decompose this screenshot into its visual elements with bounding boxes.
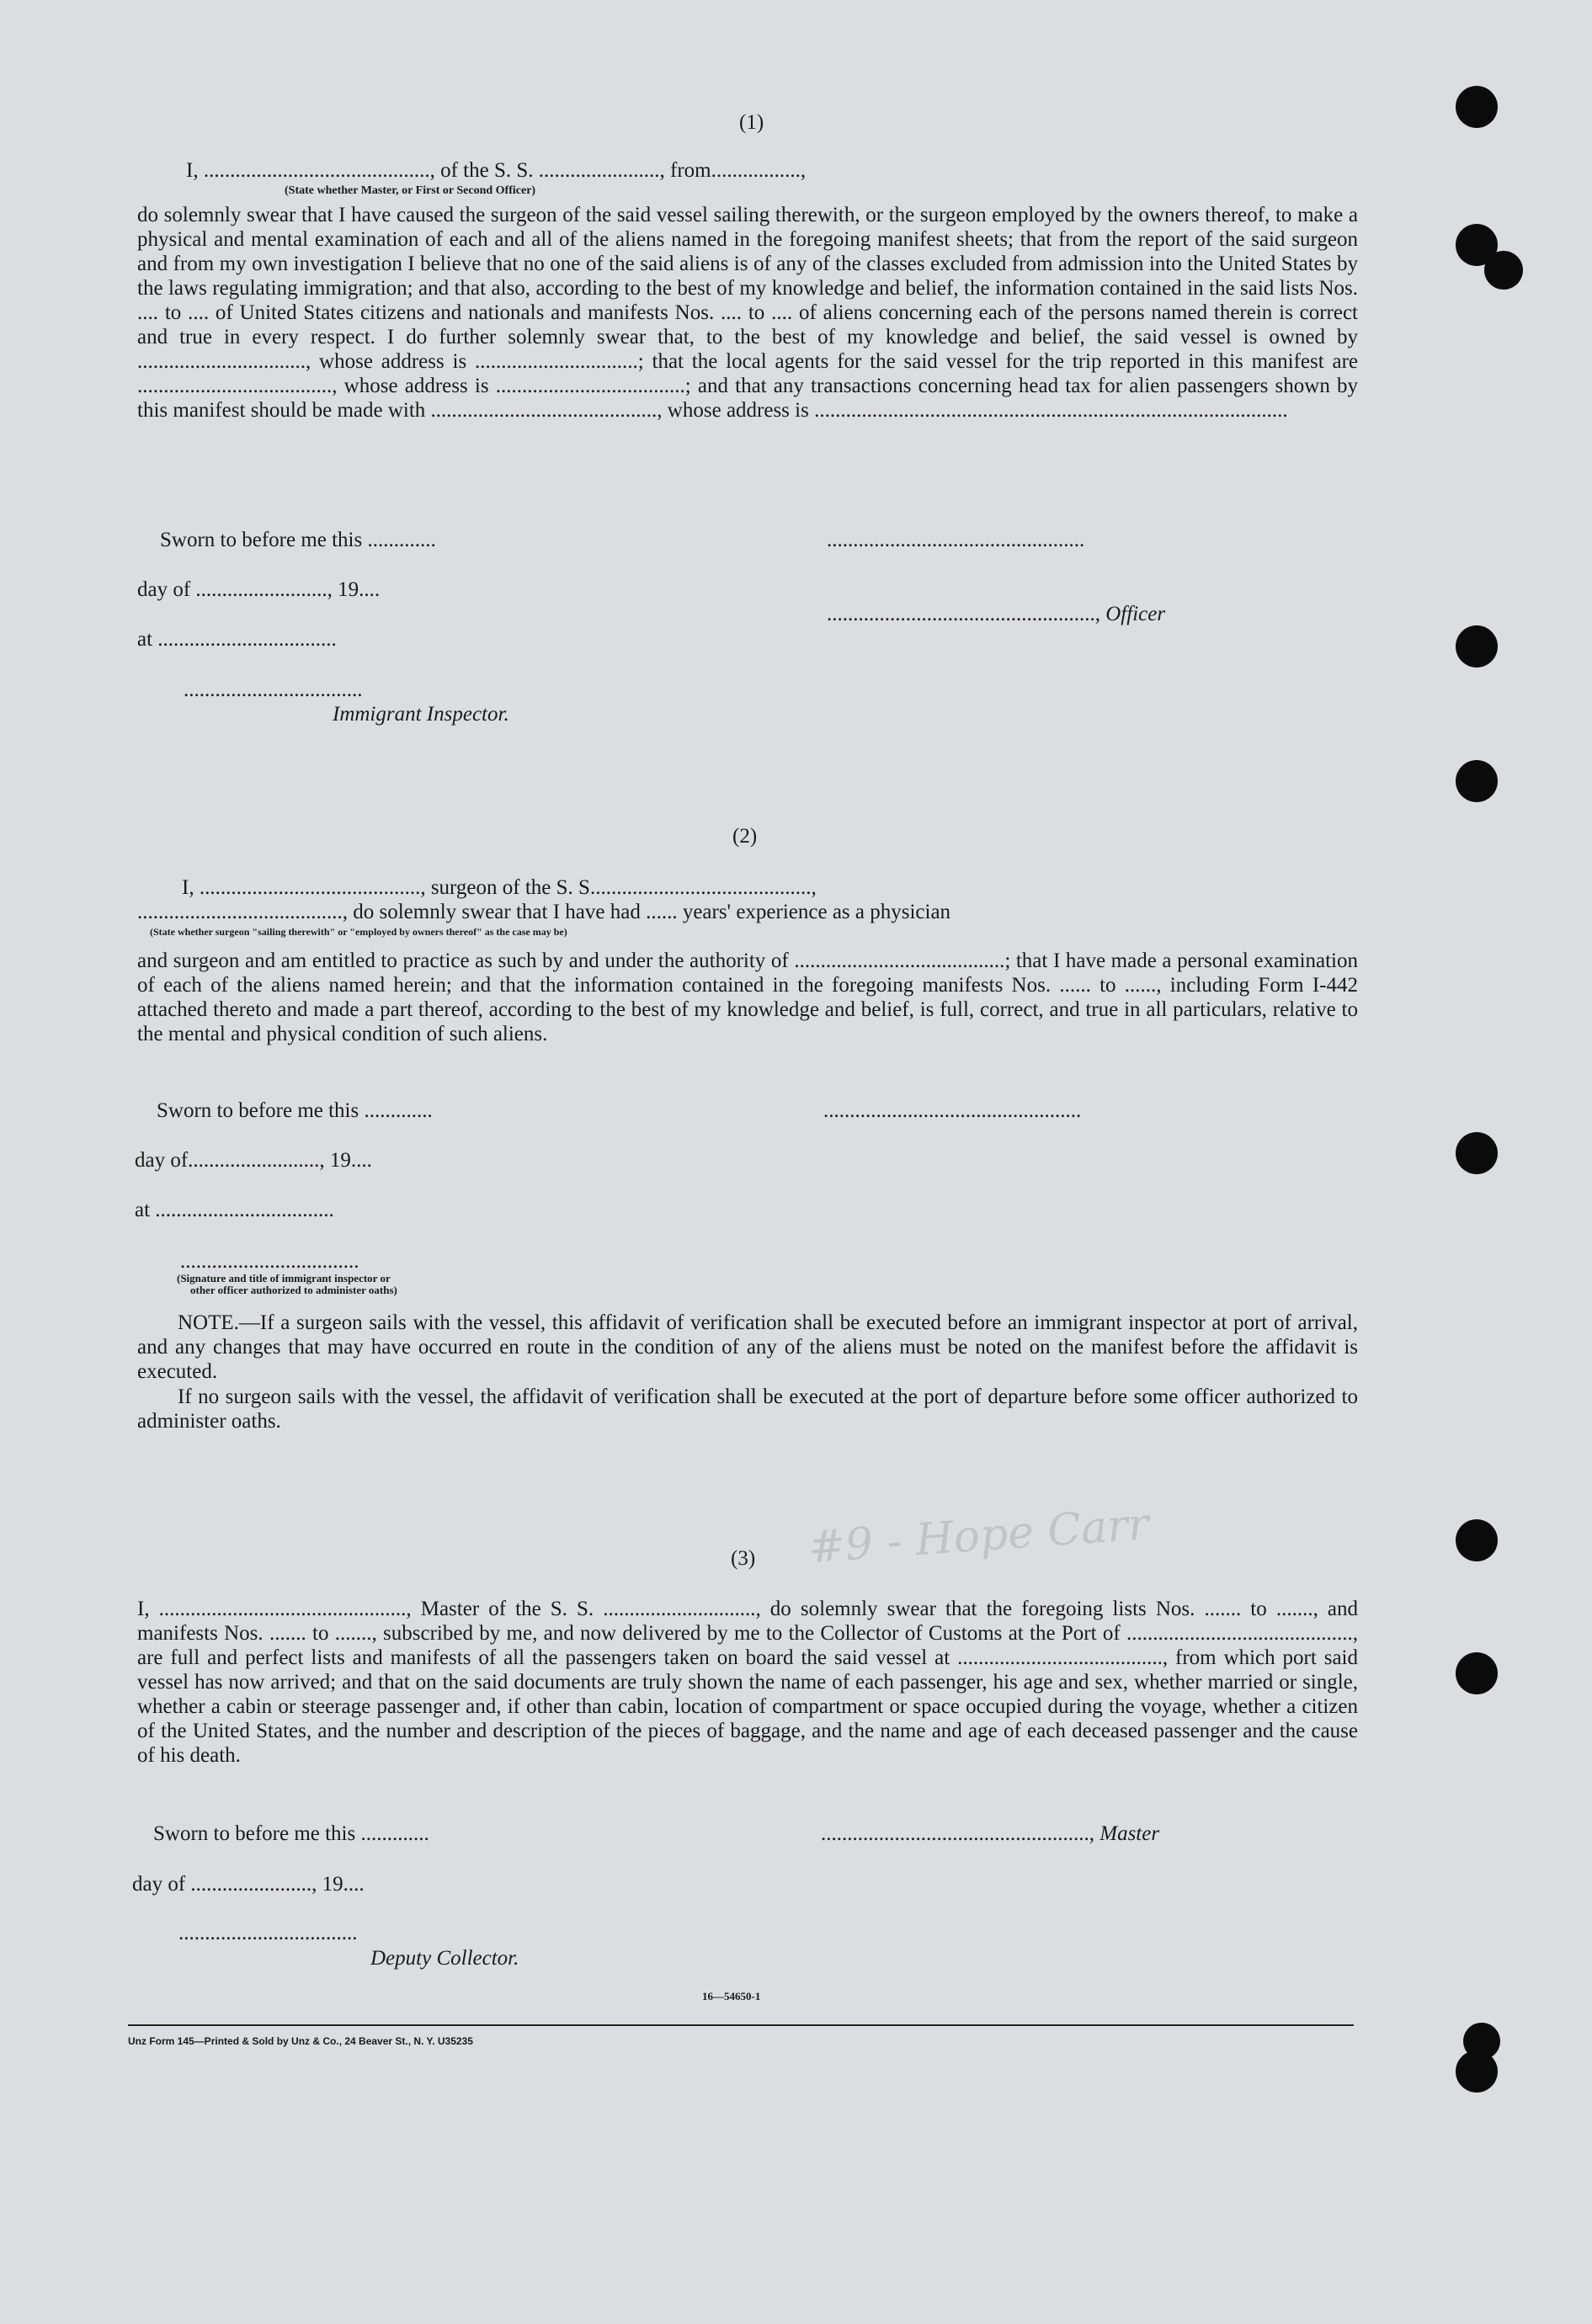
section-2-sworn: Sworn to before me this .............	[157, 1099, 433, 1122]
section-2-line1: I, .........................................., surgeon of the S. S..........................................,	[182, 876, 817, 899]
punch-hole	[1484, 251, 1523, 290]
punch-hole	[1456, 1132, 1498, 1174]
section-2-right-signature-line: .................................................	[823, 1099, 1082, 1122]
bleed-through-mark	[539, 17, 556, 56]
form-code: 16—54650-1	[702, 1990, 761, 2002]
section-3-master-line	[821, 1821, 1159, 1846]
section-1-day: day of ........................., 19....	[137, 578, 381, 601]
section-2-body: and surgeon and am entitled to practice as such by and under the authority of ........................................; that I have made a personal examination of each of the aliens named herein; and that the information contained in the foregoing manifests Nos. ...... to ......, including Form I-442 attached thereto and made a part thereof, according to the best of my knowledge and belief, is full, correct, and true in all particulars, relative to the mental and physical condition of such aliens.	[137, 949, 1358, 1045]
punch-hole	[1456, 1519, 1498, 1561]
section-3-sworn: Sworn to before me this .............	[153, 1822, 429, 1845]
section-2-surgeon-note: (State whether surgeon "sailing therewith" or "employed by owners thereof" as the case may be)	[150, 926, 567, 938]
section-1-line1: I, ..........................................., of the S. S. ......................., from.................,	[186, 159, 807, 182]
section-1-immigrant-inspector-label: Immigrant Inspector.	[333, 703, 509, 726]
section-2-number: (2)	[732, 825, 758, 848]
section-2-signature-note-1: (Signature and title of immigrant inspector or	[177, 1272, 391, 1284]
punch-hole	[1456, 2050, 1498, 2093]
section-1-body: do solemnly swear that I have caused the surgeon of the said vessel sailing therewith, or the surgeon employed by the owners thereof, to make a physical and mental examination of each and all of the aliens named in the foregoing manifest sheets; that from the report of the said surgeon and from my own investigation I believe that no one of the said aliens is of any of the classes excluded from admission into the United States by the laws regulating immigration; and that also, according to the best of my knowledge and belief, the information contained in the said lists Nos. .... to .... of United States citizens and nationals and manifests Nos. .... to .... of aliens concerning each of the persons named therein is correct and true in every respect. I do further solemnly swear that, to the best of my knowledge and belief, the said vessel is owned by ................................, whose address is ...............................; that the local agents for the said vessel for the trip reported in this manifest are ....................................., whose address is ....................................; and that any transactions concerning head tax for alien passengers shown by this manifest should be made with ..........................................., whose address is ..........................................................................................	[137, 204, 1358, 422]
section-1-number: (1)	[739, 111, 764, 134]
section-2-note-paragraph-1: NOTE.—If a surgeon sails with the vessel, this affidavit of verification shall be executed before an immigrant inspector at port of arrival, and any changes that may have occurred en route in the condition of any of the aliens must be noted on the manifest before the affidavit is executed.	[137, 1311, 1358, 1383]
section-1-officer-dots: ...................................................,	[827, 603, 1106, 625]
section-3-master-dots: ...................................................,	[821, 1822, 1100, 1845]
section-1-officer-label: Officer	[1105, 603, 1166, 625]
printer-footer: Unz Form 145—Printed & Sold by Unz & Co., 24 Beaver St., N. Y. U35235	[128, 2035, 473, 2047]
section-1-at: at ..................................	[137, 628, 337, 651]
section-3-body: I, ..............................................., Master of the S. S. ............................., do solemnly swear that the foregoing lists Nos. ....... to ......., and manifests Nos. ....... to ......., subscribed by me, and now delivered by me to the Collector of Customs at the Port of ..........................................., are full and perfect lists and manifests of all the passengers taken on board the said vessel at ......................................., from which port said vessel has now arrived; and that on the said documents are truly shown the name of each passenger, his age and sex, whether married or single, whether a cabin or steerage passenger and, if other than cabin, location of compartment or space occupied during the voyage, whether a citizen of the United States, and the number and description of the pieces of baggage, and the name and age of each deceased passenger and the cause of his death.	[137, 1598, 1358, 1767]
section-1-right-signature-line: .................................................	[827, 529, 1085, 551]
section-2-day: day of........................., 19....	[135, 1149, 372, 1172]
punch-hole	[1456, 86, 1498, 128]
section-3-master-label: Master	[1099, 1822, 1160, 1845]
section-2-line2: ......................................., do solemnly swear that I have had ...... years' experience as a physician	[137, 901, 951, 923]
section-1-officer-note: (State whether Master, or First or Second Officer)	[285, 184, 536, 197]
punch-hole	[1456, 760, 1498, 802]
punch-hole	[1456, 625, 1498, 667]
section-1-signature-line: ..................................	[184, 678, 363, 701]
punch-hole	[1456, 1652, 1498, 1694]
section-2-signature-note-2: other officer authorized to administer oaths)	[190, 1284, 397, 1296]
footer-rule	[128, 2024, 1354, 2026]
section-3-signature-line: ..................................	[178, 1922, 358, 1944]
section-1-sworn: Sworn to before me this .............	[160, 529, 436, 551]
handwritten-annotation: #9 - Hope Carr	[807, 1498, 1151, 1574]
section-1-officer-line	[827, 602, 1165, 626]
section-2-note-paragraph-2: If no surgeon sails with the vessel, the affidavit of verification shall be executed at the port of departure before some officer authorized to administer oaths.	[137, 1385, 1358, 1433]
section-3-number: (3)	[731, 1547, 756, 1570]
section-3-day: day of ......................., 19....	[132, 1873, 365, 1896]
section-3-deputy-collector-label: Deputy Collector.	[370, 1947, 519, 1970]
section-2-at: at ..................................	[135, 1199, 334, 1221]
section-2-signature-line: ..................................	[180, 1250, 359, 1273]
